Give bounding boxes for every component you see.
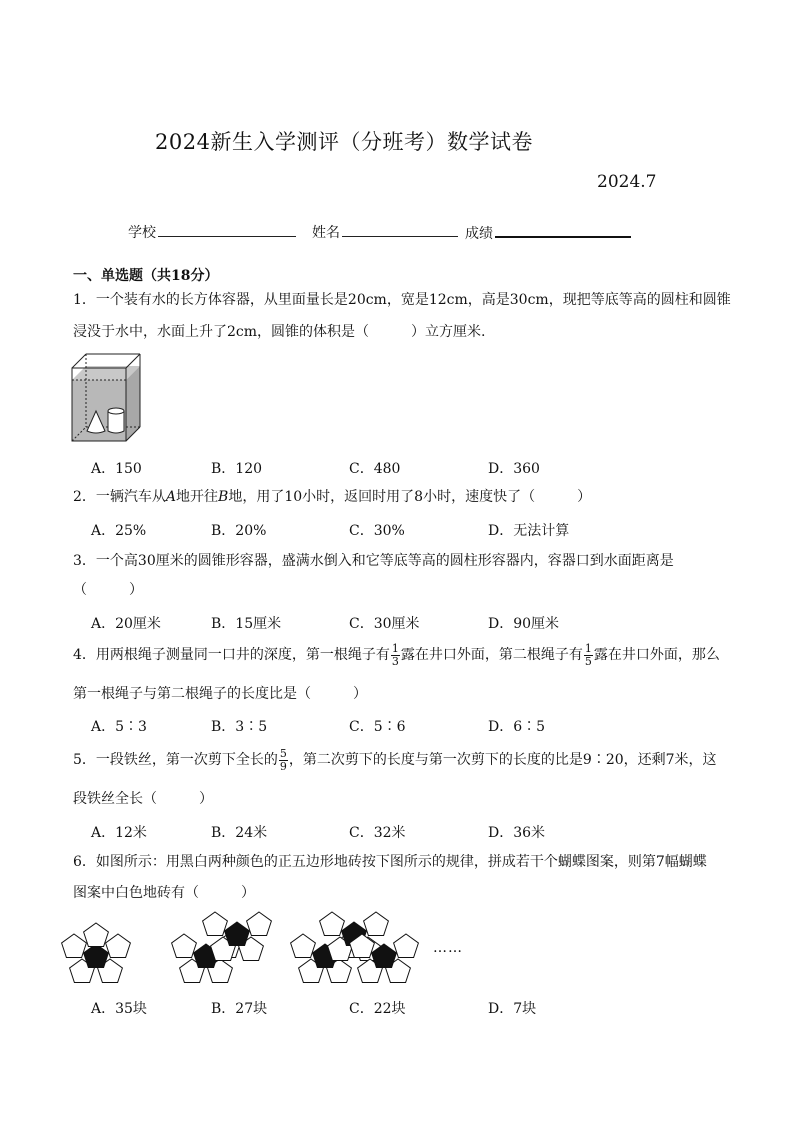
score-field[interactable] [465,222,631,243]
school-underline[interactable] [158,222,296,237]
section-heading: 一、单选题（共18分） [73,268,219,284]
q3-option-c[interactable]: C．30厘米 [349,616,420,632]
q1-line2: 浸没于水中，水面上升了2cm，圆锥的体积是（ ）立方厘米. [73,324,486,340]
name-label: 姓名 [312,225,340,241]
cylinder-shape [108,408,124,433]
q1-container-figure [70,353,142,443]
q1-option-b[interactable]: B．120 [211,461,263,477]
fig1-black-tile [84,944,109,968]
q4-fraction-1: $\frac{1}{3}$ [391,641,399,668]
fig3b-white-tile-1 [364,912,389,936]
q6-ellipsis: …… [433,940,463,956]
q3-option-a[interactable]: A．20厘米 [91,616,161,632]
q4-line1: 4．用两根绳子测量同一口井的深度，第一根绳子有 $\frac{1}{3}$ 露在井口外面，第二根绳子有 $\frac{1}{5}$ 露在井口外面，那么 [73,641,720,668]
q6-option-d[interactable]: D．7块 [488,1001,537,1017]
q1-option-d[interactable]: D．360 [488,461,540,477]
q2-text: 2．一辆汽车从A地开往B地，用了10小时，返回时用了8小时，速度快了（ ） [73,489,592,505]
score-underline[interactable] [495,222,631,238]
q5-line1: 5．一段铁丝，第一次剪下全长的 $\frac{5}{9}$ ，第二次剪下的长度与第一次剪下的长度的比是9∶20，还剩7米，这 [73,746,717,773]
page-title: 2024新生入学测评（分班考）数学试卷 [155,130,533,154]
q4-line2: 第一根绳子与第二根绳子的长度比是（ ） [73,686,367,702]
q4-option-c[interactable]: C．5∶6 [349,719,406,735]
q5-option-c[interactable]: C．32米 [349,825,406,841]
fig1-white-top [84,923,109,947]
q3-line1: 3．一个高30厘米的圆锥形容器，盛满水倒入和它等底等高的圆柱形容器内，容器口到水面距离是 [73,553,674,569]
q4-option-d[interactable]: D．6∶5 [488,719,546,735]
q3-option-d[interactable]: D．90厘米 [488,616,560,632]
q4-fraction-2: $\frac{1}{5}$ [584,641,592,668]
q2-option-b[interactable]: B．20% [211,523,267,539]
q1-option-c[interactable]: C．480 [349,461,401,477]
q5-option-b[interactable]: B．24米 [211,825,268,841]
q1-line1: 1．一个装有水的长方体容器，从里面量长是20cm，宽是12cm，高是30cm，现把等底等高的圆柱和圆锥 [73,292,731,308]
q3-line2: （ ） [73,582,143,598]
fig1-white-tile-1 [106,934,131,958]
q5-option-d[interactable]: D．36米 [488,825,546,841]
q1-option-a[interactable]: A．150 [91,461,142,477]
q2-option-a[interactable]: A．25% [91,523,147,539]
exam-date: 2024.7 [597,172,657,192]
fig2b-white-tile-1 [247,912,272,936]
fig2b-black-tile [225,922,250,946]
name-field[interactable] [312,222,458,242]
school-label: 学校 [128,225,156,241]
q6-option-b[interactable]: B．27块 [211,1001,268,1017]
q6-option-a[interactable]: A．35块 [91,1001,147,1017]
fig2b-white-tile-0 [203,912,228,936]
score-label: 成绩 [465,226,493,242]
fig1-white-tile-0 [62,934,87,958]
name-underline[interactable] [342,222,458,237]
q3-option-b[interactable]: B．15厘米 [211,616,282,632]
fig2a-white-tile-0 [172,934,197,958]
q5-fraction: $\frac{5}{9}$ [279,746,287,773]
q2-option-d[interactable]: D．无法计算 [488,523,570,539]
q6-line1: 6．如图所示：用黑白两种颜色的正五边形地砖按下图所示的规律，拼成若干个蝴蝶图案，则第7幅蝴蝶 [73,854,707,870]
q6-butterfly-patterns [60,905,440,997]
q4-option-b[interactable]: B．3∶5 [211,719,268,735]
q2-option-c[interactable]: C．30% [349,523,405,539]
school-field[interactable] [128,222,296,242]
q5-line2: 段铁丝全长（ ） [73,791,213,807]
fig3a-white-tile-0 [291,934,316,958]
q6-line2: 图案中白色地砖有（ ） [73,885,255,901]
fig3b-white-tile-0 [320,912,345,936]
q6-option-c[interactable]: C．22块 [349,1001,406,1017]
q4-option-a[interactable]: A．5∶3 [91,719,147,735]
q5-option-a[interactable]: A．12米 [91,825,147,841]
fig3c-white-tile-1 [394,934,419,958]
